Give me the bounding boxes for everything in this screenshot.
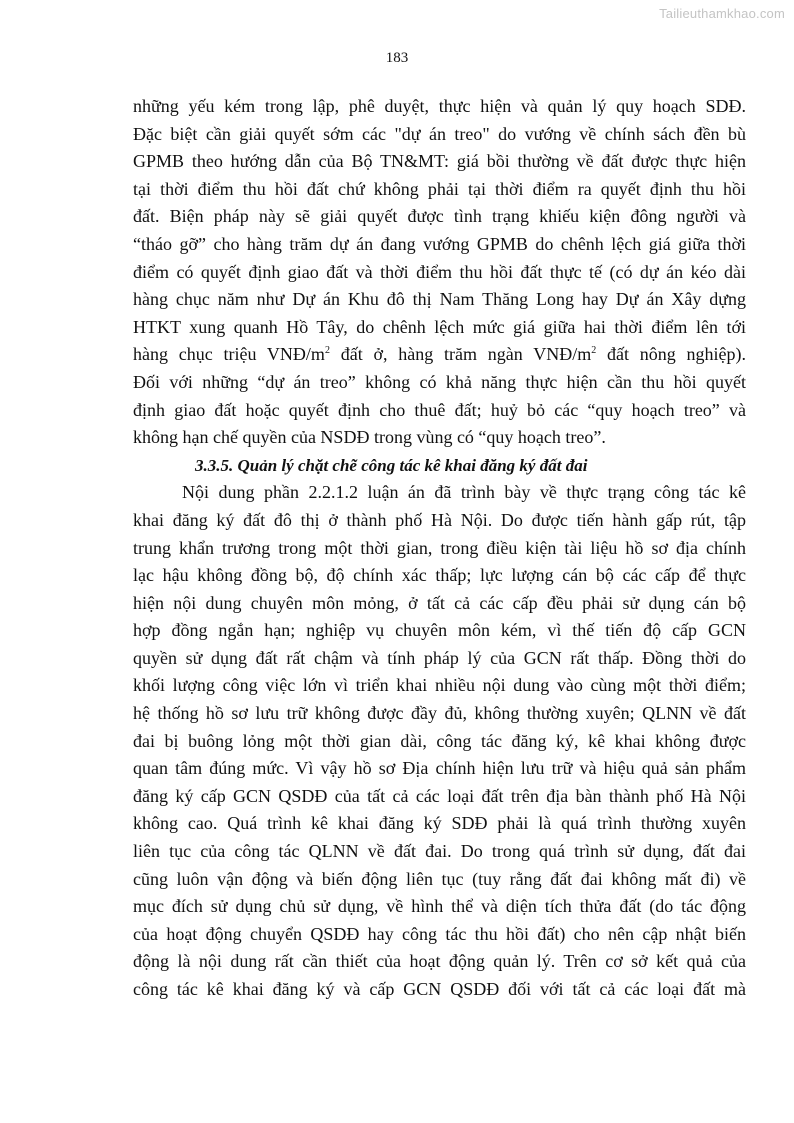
text-line: liên tục của công tác QLNN về đất đai. Do trong quá trình sử dụng, đất đai <box>133 841 746 862</box>
watermark: Tailieuthamkhao.com <box>659 6 785 21</box>
text-line: HTKT xung quanh Hồ Tây, do chênh lệch mức giá giữa hai thời điểm lên tới <box>133 316 746 337</box>
text-line: động là nội dung rất cần thiết của hoạt động quản lý. Trên cơ sở kết quả của <box>133 951 746 972</box>
text-line: của hoạt động chuyển QSDĐ hay công tác thu hồi đất) cho nên cập nhật biến <box>133 923 746 944</box>
text-line-with-superscript <box>133 341 746 369</box>
text-line: hợp đồng ngắn hạn; nghiệp vụ chuyên môn kém, vì thế tiến độ cấp GCN <box>133 620 746 641</box>
paragraph-1 <box>133 93 746 452</box>
text-line: những yếu kém trong lập, phê duyệt, thực hiện và quản lý quy hoạch SDĐ. <box>133 96 746 116</box>
text-segment: đất ở, hàng trăm ngàn VNĐ/m <box>329 344 592 365</box>
text-line: khối lượng công việc lớn vì triển khai nhiều nội dung vào cùng một thời điểm; <box>133 675 746 696</box>
text-line: hệ thống hồ sơ lưu trữ không được đầy đủ, không thường xuyên; QLNN về đất <box>133 703 746 724</box>
text-line: GPMB theo hướng dẫn của Bộ TN&MT: giá bồi thường về đất được thực hiện <box>133 151 746 172</box>
page-body <box>133 93 746 1004</box>
text-line: Đối với những “dự án treo” không có khả năng thực hiện cần thu hồi quyết <box>133 371 746 392</box>
text-line: Nội dung phần 2.2.1.2 luận án đã trình bày về thực trạng công tác kê <box>182 482 746 503</box>
text-segment: hàng chục triệu VNĐ/m <box>133 344 325 365</box>
text-line: “tháo gỡ” cho hàng trăm dự án đang vướng GPMB do chênh lệch giá giữa thời <box>133 233 746 254</box>
text-segment: đất nông nghiệp). <box>596 344 746 365</box>
text-line: hiện nội dung chuyên môn mỏng, ở tất cả các cấp đều phải sử dụng cán bộ <box>133 592 746 613</box>
text-line: quan tâm đúng mức. Vì vậy hồ sơ Địa chính hiện lưu trữ và hiệu quả sản phẩm <box>133 758 746 779</box>
text-line: không hạn chế quyền của NSDĐ trong vùng có “quy hoạch treo”. <box>133 427 606 448</box>
text-line: đai bị buông lỏng một thời gian dài, công tác đăng ký, kê khai không được <box>133 730 746 751</box>
text-line: định giao đất hoặc quyết định cho thuê đất; huỷ bỏ các “quy hoạch treo” và <box>133 399 746 420</box>
text-line: lạc hậu không đồng bộ, độ chính xác thấp; lực lượng cán bộ các cấp để thực <box>133 565 746 586</box>
text-line: không cao. Quá trình kê khai đăng ký SDĐ phải là quá trình thường xuyên <box>133 813 746 834</box>
text-line: mục đích sử dụng chủ sử dụng, về hình thể và diện tích thửa đất (do tác động <box>133 896 746 917</box>
text-line: điểm có quyết định giao đất và thời điểm thu hồi đất thực tế (có dự án kéo dài <box>133 261 746 282</box>
superscript: 2 <box>324 345 330 357</box>
text-line: tại thời điểm thu hồi đất chứ không phải tại thời điểm ra quyết định thu hồi <box>133 178 746 199</box>
text-line: quyền sử dụng đất rất chậm và tính pháp lý của GCN rất thấp. Đồng thời do <box>133 647 746 668</box>
text-line: đăng ký cấp GCN QSDĐ của tất cả các loại đất trên địa bàn thành phố Hà Nội <box>133 785 746 806</box>
text-line: Đặc biệt cần giải quyết sớm các "dự án treo" do vướng về chính sách đền bù <box>133 123 746 144</box>
text-line: cũng luôn vận động và biến động liên tục (tuy rằng đất đai không mất đi) về <box>133 868 746 889</box>
text-line: trung khẩn trương trong một thời gian, trong điều kiện tài liệu hồ sơ địa chính <box>133 537 746 558</box>
text-line: khai đăng ký đất đô thị ở thành phố Hà Nội. Do được tiến hành gấp rút, tập <box>133 509 746 530</box>
section-heading: 3.3.5. Quản lý chặt chẽ công tác kê khai đăng ký đất đai <box>195 455 588 475</box>
page-number: 183 <box>385 50 409 66</box>
text-line: hàng chục năm như Dự án Khu đô thị Nam Thăng Long hay Dự án Xây dựng <box>133 289 746 310</box>
text-line: đất. Biện pháp này sẽ giải quyết được tình trạng khiếu kiện đông người và <box>133 206 746 227</box>
paragraph-2 <box>133 479 746 1003</box>
text-line: công tác kê khai đăng ký và cấp GCN QSDĐ đối với tất cả các loại đất mà <box>133 979 746 999</box>
superscript: 2 <box>591 345 597 357</box>
